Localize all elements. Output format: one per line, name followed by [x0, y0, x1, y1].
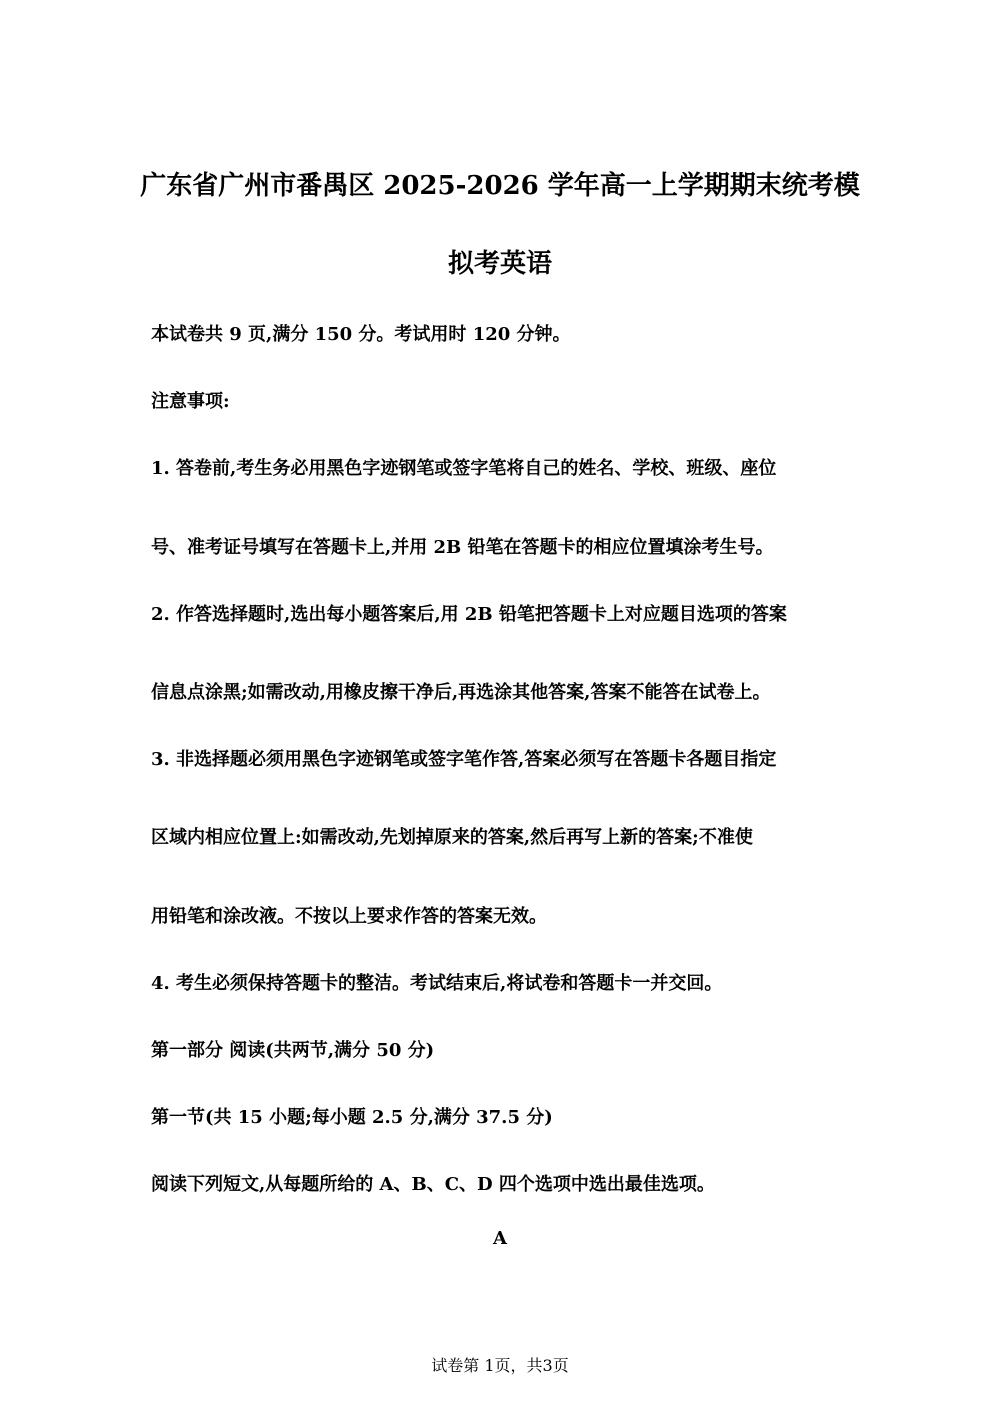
exam-title-line-2: 拟考英语: [447, 249, 552, 279]
reading-instruction: 阅读下列短文,从每题所给的 A、B、C、D 四个选项中选出最佳选项。: [151, 1174, 715, 1195]
section-one-heading: 第一节(共 15 小题;每小题 2.5 分,满分 37.5 分): [151, 1107, 553, 1128]
exam-intro: 本试卷共 9 页,满分 150 分。考试用时 120 分钟。: [151, 324, 571, 345]
notice-heading: 注意事项:: [151, 391, 230, 412]
exam-title-line-1: 广东省广州市番禺区 2025-2026 学年高一上学期期末统考模: [140, 171, 860, 201]
passage-label: A: [493, 1228, 507, 1249]
notice-line: 1. 答卷前,考生务必用黑色字迹钢笔或签字笔将自己的姓名、学校、班级、座位: [151, 458, 777, 479]
notice-line: 信息点涂黑;如需改动,用橡皮擦干净后,再选涂其他答案,答案不能答在试卷上。: [151, 682, 771, 703]
notice-line: 2. 作答选择题时,选出每小题答案后,用 2B 铅笔把答题卡上对应题目选项的答案: [151, 604, 787, 625]
page-footer: 试卷第 1页，共3页: [431, 1356, 569, 1375]
part-one-heading: 第一部分 阅读(共两节,满分 50 分): [151, 1040, 435, 1061]
notice-line: 4. 考生必须保持答题卡的整洁。考试结束后,将试卷和答题卡一并交回。: [151, 973, 723, 994]
notice-line: 区域内相应位置上:如需改动,先划掉原来的答案,然后再写上新的答案;不准使: [151, 827, 753, 848]
notice-line: 用铅笔和涂改液。不按以上要求作答的答案无效。: [151, 906, 547, 927]
notice-line: 号、准考证号填写在答题卡上,并用 2B 铅笔在答题卡的相应位置填涂考生号。: [151, 537, 774, 558]
notice-line: 3. 非选择题必须用黑色字迹钢笔或签字笔作答,答案必须写在答题卡各题目指定: [151, 749, 777, 770]
